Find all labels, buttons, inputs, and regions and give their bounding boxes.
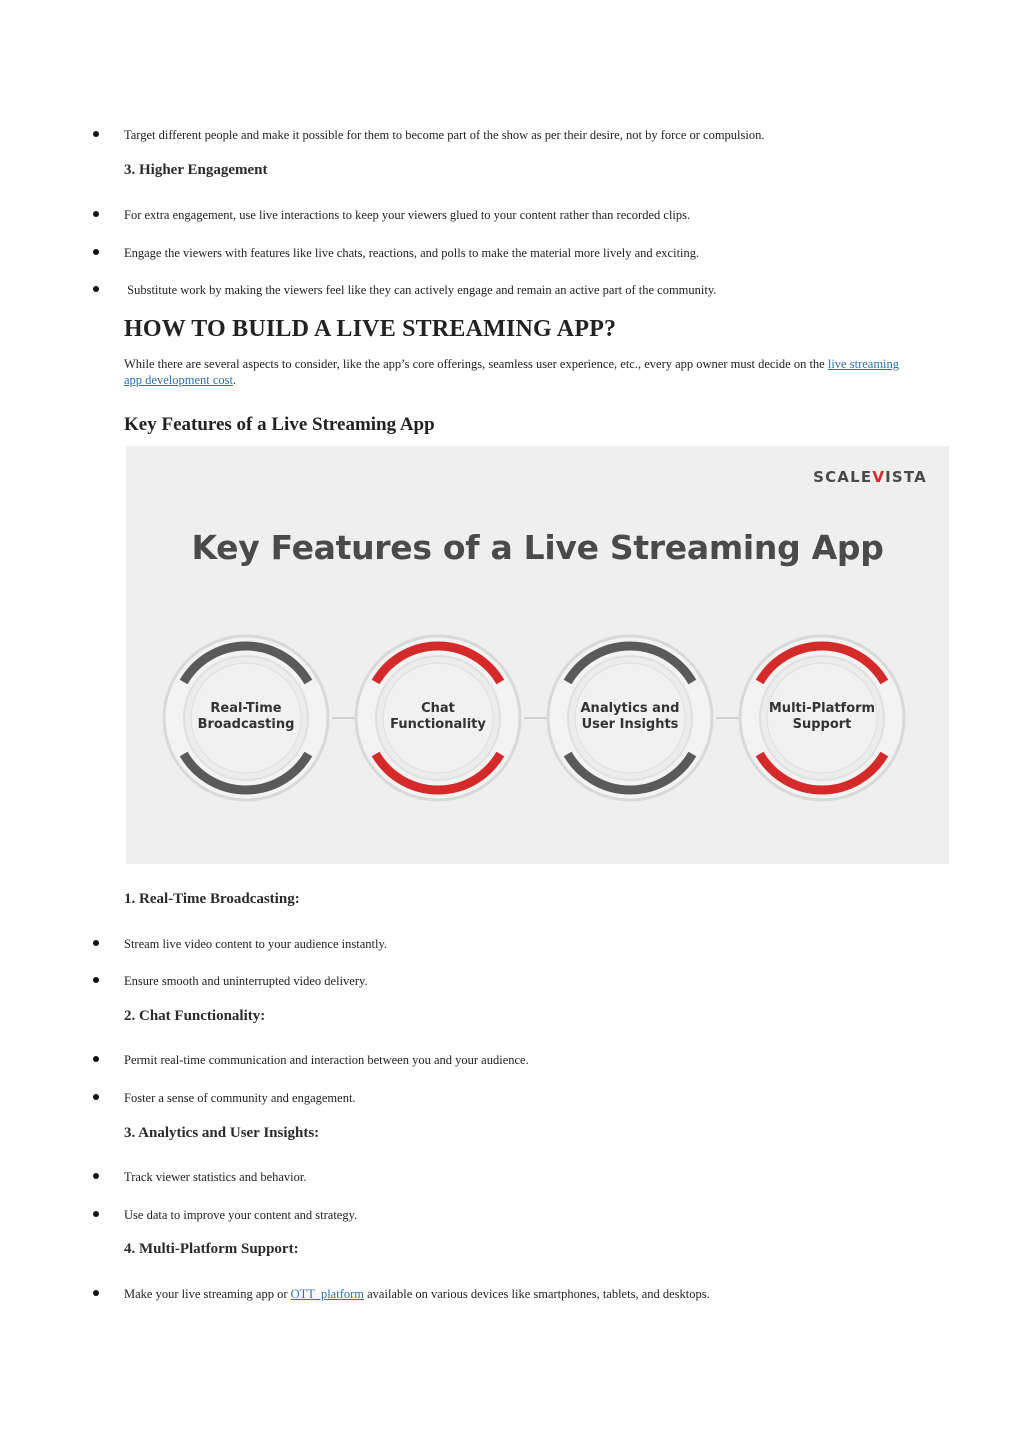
logo-mark: V — [872, 468, 886, 486]
bullet-dot — [93, 1056, 99, 1062]
feature-label-multiplatform — [757, 701, 887, 733]
bullet-dot — [93, 249, 99, 255]
feature-heading: 4. Multi-Platform Support: — [124, 1241, 299, 1257]
section-heading: 3. Higher Engagement — [124, 162, 268, 178]
list-item: For extra engagement, use live interactions to keep your viewers glued to your content rather than recorded clips. — [124, 208, 691, 222]
list-item-text: Make your live streaming app or — [124, 1287, 291, 1301]
label-line: Broadcasting — [197, 717, 295, 732]
label-line: Analytics and — [580, 701, 680, 716]
feature-label-analytics — [565, 701, 695, 733]
bullet-dot — [93, 1290, 99, 1296]
feature-heading: 1. Real-Time Broadcasting: — [124, 891, 300, 907]
list-item: Substitute work by making the viewers feel like they can actively engage and remain an active part of the community. — [124, 283, 717, 297]
graphic-title: Key Features of a Live Streaming App — [191, 528, 884, 567]
bullet-dot — [93, 977, 99, 983]
label-line: User Insights — [581, 717, 679, 732]
list-item-text-end: available on various devices like smartphones, tablets, and desktops. — [364, 1287, 710, 1301]
bullet-dot — [93, 1094, 99, 1100]
bullet-dot — [93, 131, 99, 137]
page-heading: HOW TO BUILD A LIVE STREAMING APP? — [124, 316, 617, 342]
bullet-dot — [93, 940, 99, 946]
list-item: Stream live video content to your audience instantly. — [124, 937, 388, 951]
list-item: Engage the viewers with features like live chats, reactions, and polls to make the material more lively and exciting. — [124, 246, 700, 260]
feature-rings — [126, 446, 949, 864]
paragraph-text: While there are several aspects to consider, like the app’s core offerings, seamless user experience, etc., every app owner must decide on the — [124, 357, 828, 371]
list-item: Ensure smooth and uninterrupted video delivery. — [124, 974, 368, 988]
ott-platform-link[interactable]: OTT platform — [290, 1287, 364, 1301]
bullet-dot — [93, 1173, 99, 1179]
bullet-dot — [93, 211, 99, 217]
key-features-graphic — [126, 446, 949, 864]
list-item: Permit real-time communication and interaction between you and your audience. — [124, 1053, 529, 1067]
key-features-heading: Key Features of a Live Streaming App — [124, 414, 435, 435]
label-line: Support — [792, 717, 852, 732]
label-line: Functionality — [390, 717, 486, 732]
list-item: Target different people and make it possible for them to become part of the show as per their desire, not by force or compulsion. — [124, 128, 765, 142]
list-item: Track viewer statistics and behavior. — [124, 1170, 307, 1184]
paragraph-text-end: . — [233, 373, 237, 387]
list-item: Use data to improve your content and strategy. — [124, 1208, 358, 1222]
feature-heading: 2. Chat Functionality: — [124, 1008, 266, 1024]
cost-link[interactable]: live streaming app development cost — [124, 357, 900, 387]
bullet-dot — [93, 1211, 99, 1217]
bullet-dot — [93, 286, 99, 292]
feature-label-realtime — [181, 701, 311, 733]
label-line: Real-Time — [210, 701, 282, 716]
intro-paragraph — [124, 356, 914, 388]
feature-heading: 3. Analytics and User Insights: — [124, 1125, 320, 1141]
logo-text-left: SCALE — [813, 468, 873, 486]
list-item — [124, 1287, 710, 1302]
label-line: Multi-Platform — [768, 701, 876, 716]
feature-label-chat — [373, 701, 503, 733]
label-line: Chat — [421, 701, 455, 716]
logo-text-right: ISTA — [885, 468, 927, 486]
list-item: Foster a sense of community and engagement. — [124, 1091, 356, 1105]
